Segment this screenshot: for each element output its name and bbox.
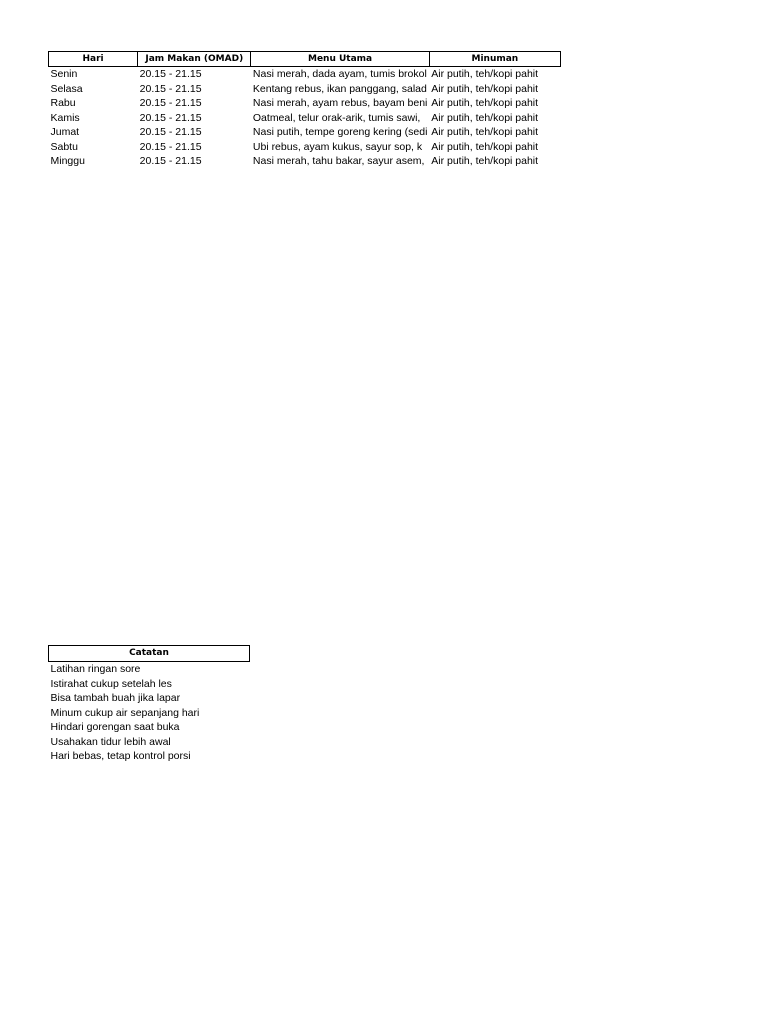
list-item [49,735,250,750]
notes-table [48,645,250,764]
header-day: Hari [49,52,138,67]
list-item [49,662,250,677]
cell-time: 20.15 - 21.15 [139,140,202,153]
list-item [49,706,250,721]
list-item [49,677,250,692]
header-main-menu: Menu Utama [251,52,429,67]
table-row [49,82,561,97]
note-text: Latihan ringan sore [50,663,141,675]
cell-drink: Air putih, teh/kopi pahit [431,126,539,138]
notes-header-row [49,646,250,662]
cell-day: Selasa [50,82,83,95]
table-row [49,154,561,169]
table-row [49,140,561,155]
note-text: Istirahat cukup setelah les [50,677,172,690]
cell-time: 20.15 - 21.15 [139,111,202,124]
header-meal-time: Jam Makan (OMAD) [138,52,251,67]
table-row [49,125,561,140]
cell-day: Rabu [50,97,76,109]
cell-time: 20.15 - 21.15 [139,126,202,138]
cell-drink: Air putih, teh/kopi pahit [431,111,539,124]
cell-day: Minggu [50,155,85,167]
meal-schedule-table [48,51,561,169]
cell-menu: Nasi merah, ayam rebus, bayam beni [252,97,428,109]
cell-drink: Air putih, teh/kopi pahit [431,155,539,167]
cell-menu: Nasi putih, tempe goreng kering (sedi [252,126,428,138]
notes-header: Catatan [49,646,250,662]
cell-day: Senin [50,68,78,80]
note-text: Hindari gorengan saat buka [50,721,180,733]
note-text: Hari bebas, tetap kontrol porsi [50,750,191,762]
cell-day: Kamis [50,111,80,124]
table-row [49,96,561,111]
note-text: Usahakan tidur lebih awal [50,735,171,748]
list-item [49,749,250,764]
cell-drink: Air putih, teh/kopi pahit [431,97,539,109]
cell-menu: Ubi rebus, ayam kukus, sayur sop, k [252,140,423,153]
cell-time: 20.15 - 21.15 [139,68,202,80]
cell-day: Sabtu [50,140,78,153]
cell-time: 20.15 - 21.15 [139,82,202,95]
header-drink: Minuman [429,52,560,67]
list-item [49,691,250,706]
schedule-header-row [49,52,561,67]
list-item [49,720,250,735]
cell-time: 20.15 - 21.15 [139,155,202,167]
cell-menu: Kentang rebus, ikan panggang, salad [252,82,427,95]
table-row [49,67,561,82]
cell-drink: Air putih, teh/kopi pahit [431,140,539,153]
cell-drink: Air putih, teh/kopi pahit [431,82,539,95]
table-row [49,111,561,126]
cell-day: Jumat [50,126,80,138]
cell-time: 20.15 - 21.15 [139,97,202,109]
cell-menu: Nasi merah, tahu bakar, sayur asem, [252,155,425,167]
note-text: Bisa tambah buah jika lapar [50,692,181,704]
note-text: Minum cukup air sepanjang hari [50,706,200,719]
cell-drink: Air putih, teh/kopi pahit [431,68,539,80]
cell-menu: Oatmeal, telur orak-arik, tumis sawi, [252,111,421,124]
cell-menu: Nasi merah, dada ayam, tumis brokol [252,68,427,80]
